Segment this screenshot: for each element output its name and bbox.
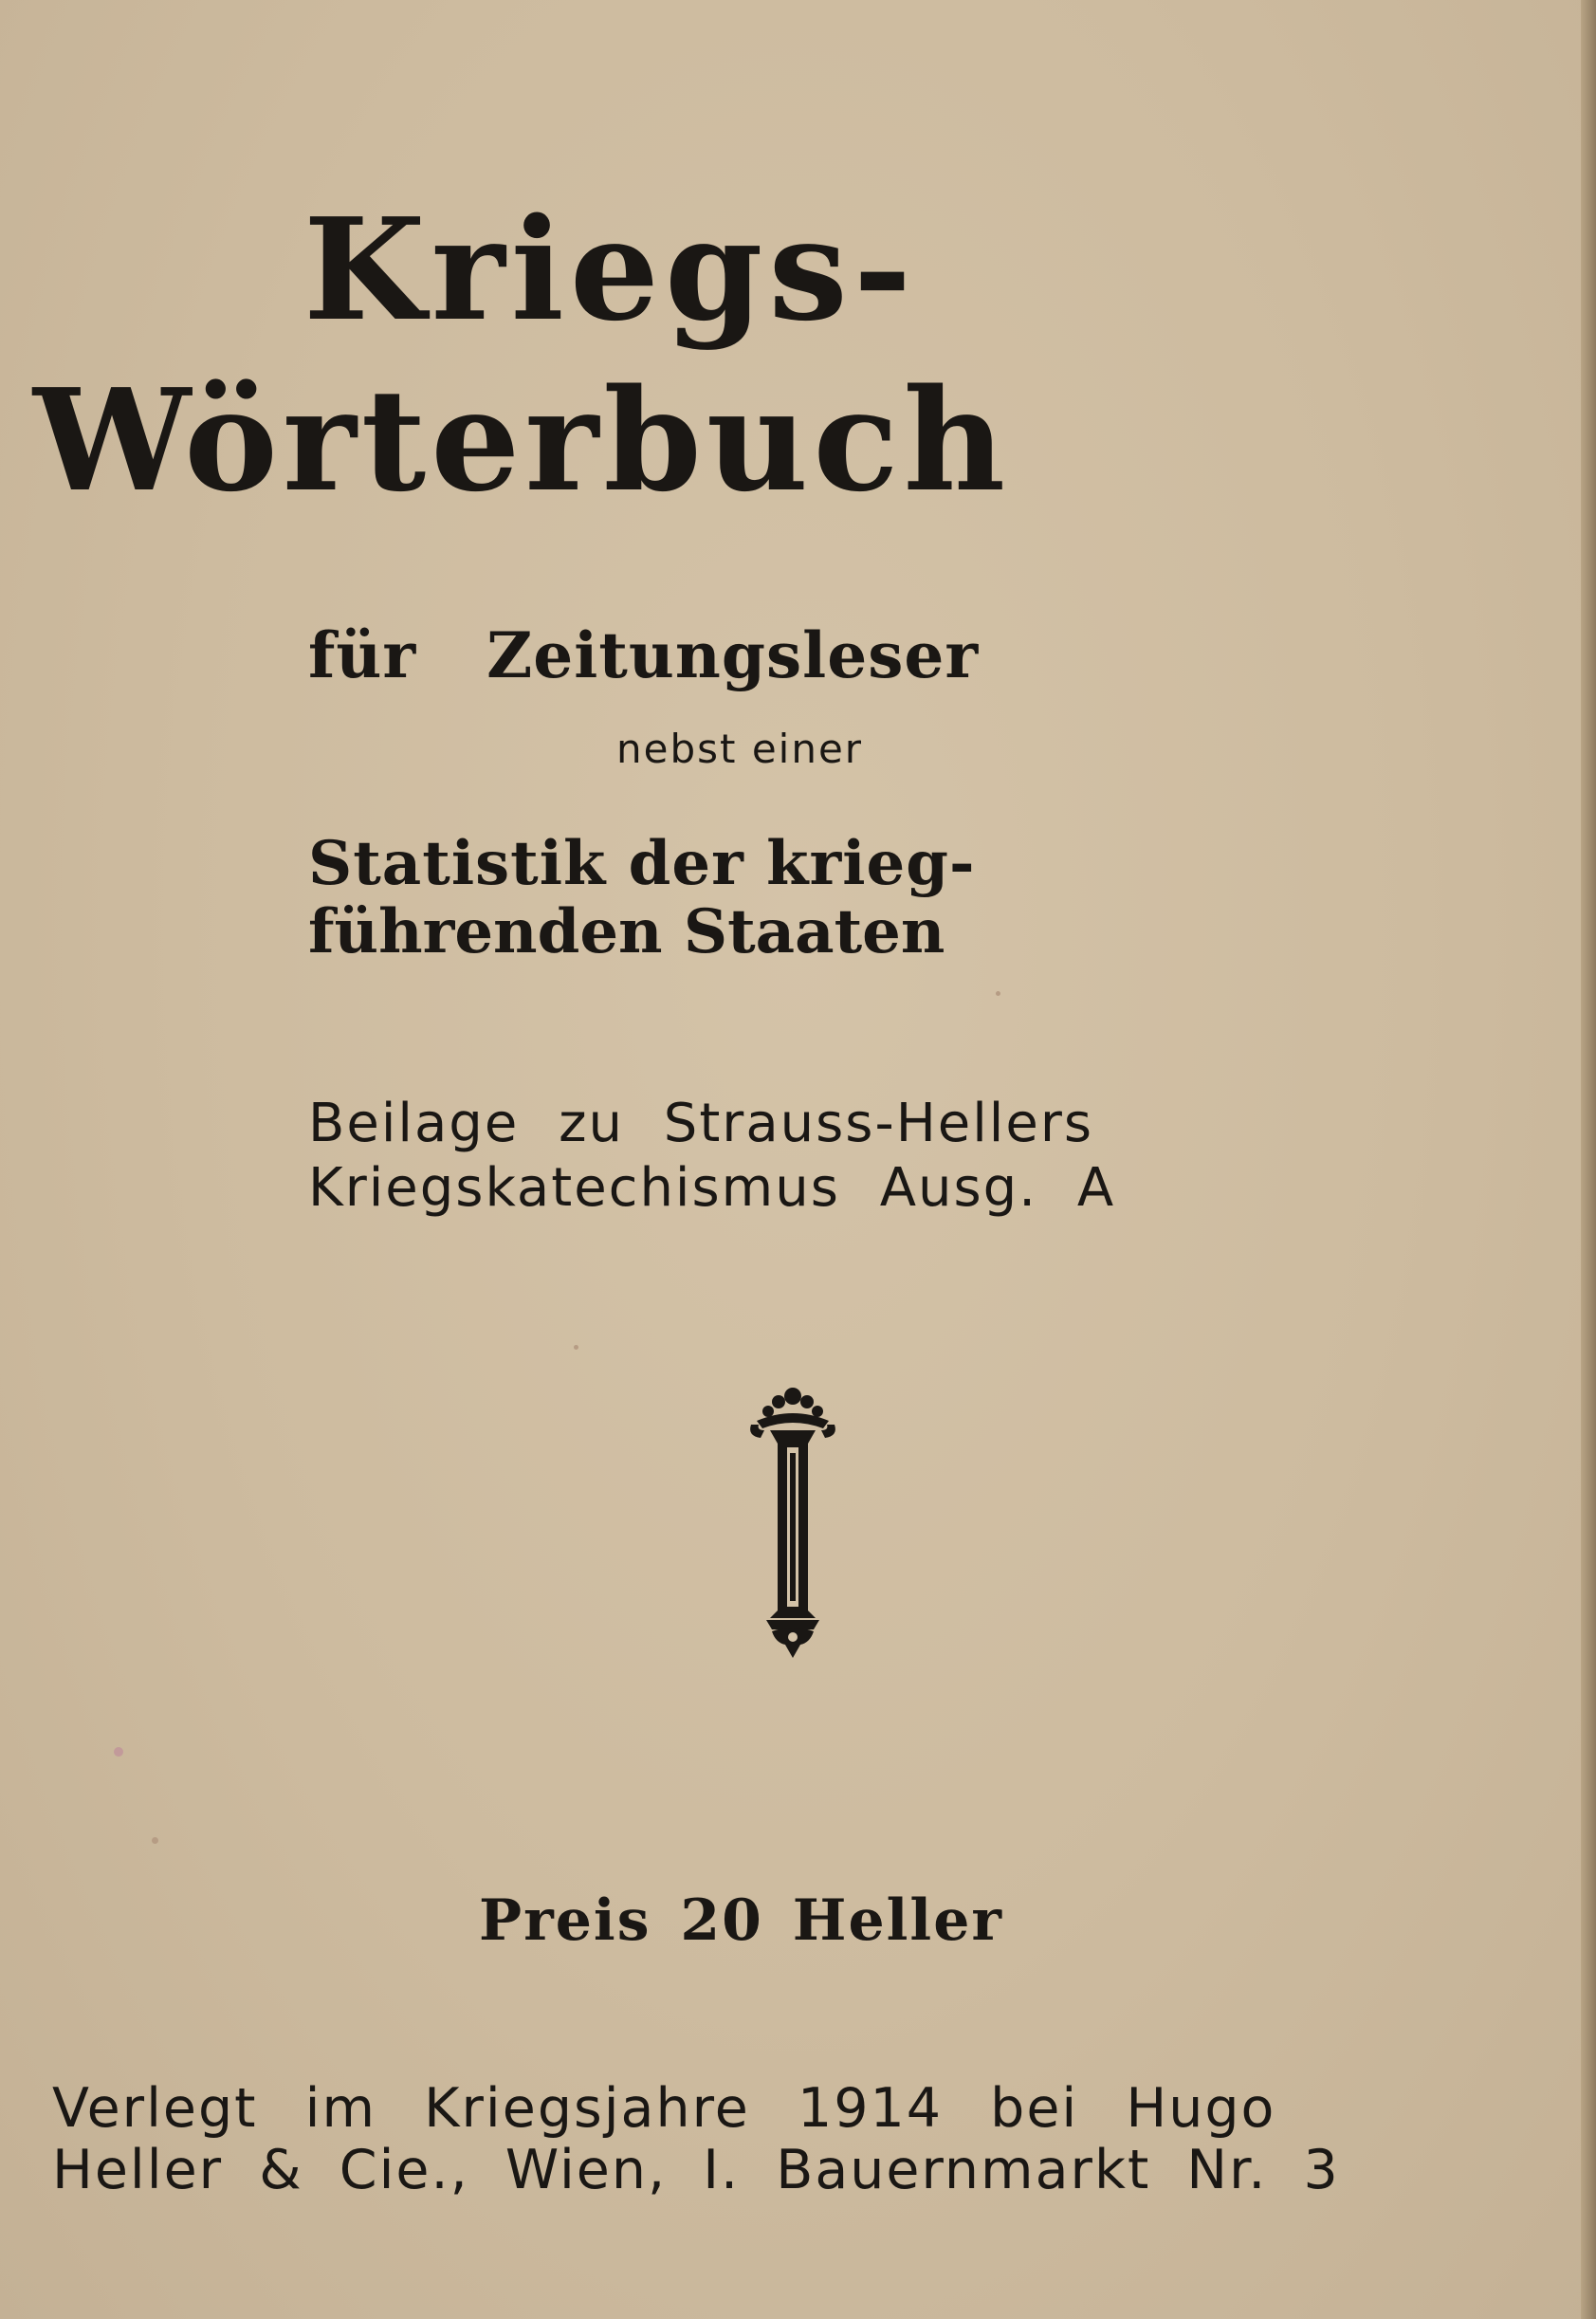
page-edge — [1581, 0, 1596, 2319]
subtitle: für Zeitungsleser — [308, 618, 980, 692]
connector-text: nebst einer — [616, 726, 864, 772]
title-line-1: Kriegs- — [303, 187, 918, 352]
statistik-line-1: Statistik der krieg- — [308, 828, 976, 899]
statistik-line-2: führenden Staaten — [308, 896, 945, 967]
decorative-column-ornament-icon — [747, 1387, 838, 1658]
publisher-line-1: Verlegt im Kriegsjahre 1914 bei Hugo — [52, 2077, 1276, 2140]
beilage-line-2: Kriegskatechismus Ausg. A — [308, 1157, 1116, 1219]
paper-speck — [114, 1747, 123, 1757]
paper-speck — [574, 1345, 578, 1350]
beilage-line-1: Beilage zu Strauss-Hellers — [308, 1093, 1094, 1154]
publisher-line-2: Heller & Cie., Wien, I. Bauernmarkt Nr. 3 — [52, 2139, 1340, 2201]
paper-speck — [996, 991, 1000, 996]
price-label: Preis 20 Heller — [479, 1887, 1003, 1954]
paper-speck — [152, 1837, 158, 1844]
title-line-2: Wörterbuch — [33, 358, 1011, 523]
